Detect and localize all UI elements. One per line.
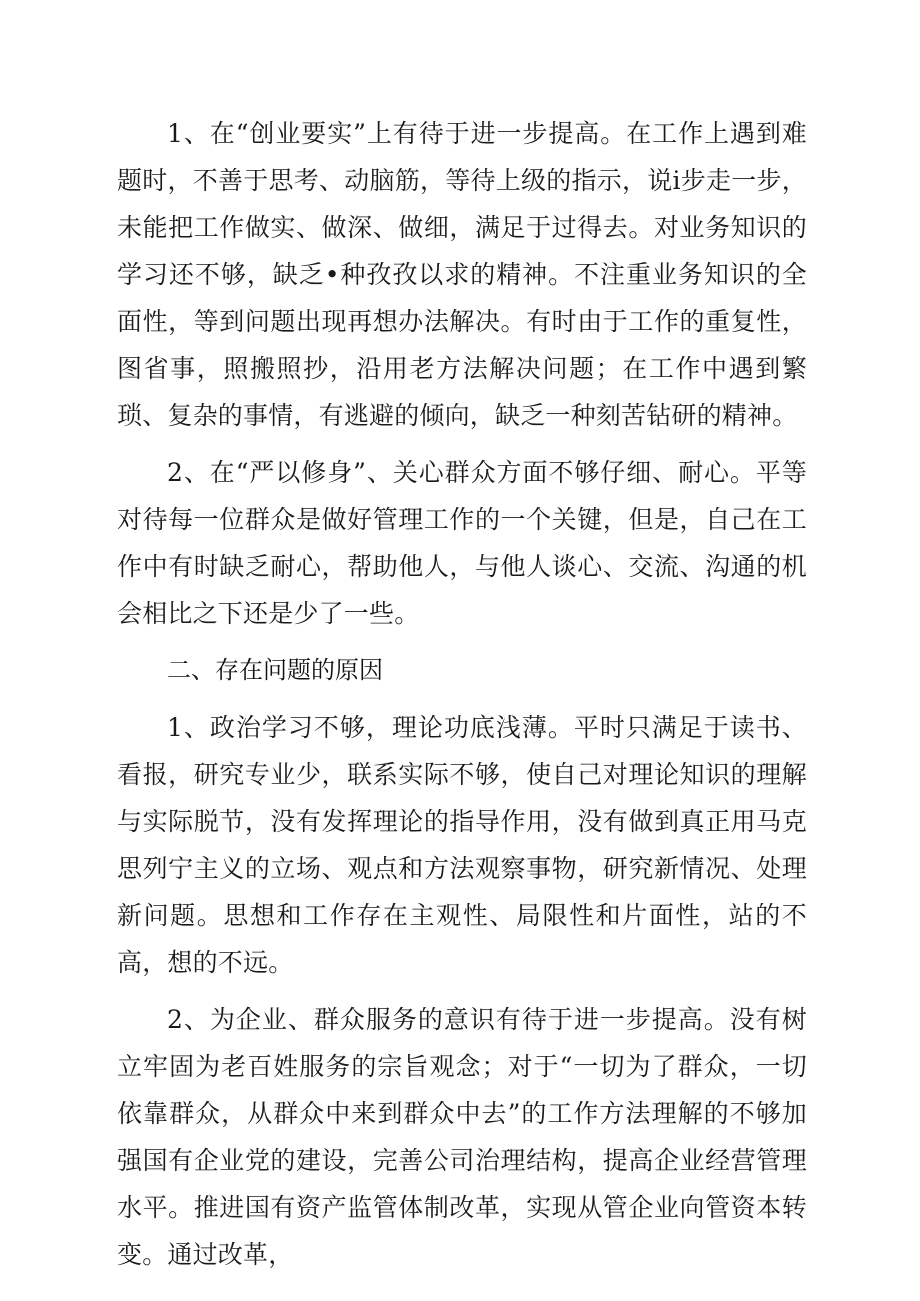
paragraph-political-study: 1、政治学习不够，理论功底浅薄。平时只满足于读书、看报，研究专业少，联系实际不够，使自己对理论知识的理解与实际脱节，没有发挥理论的指导作用，没有做到真正用马克思列宁主义的立场、观点和方法观察事物，研究新情况、处理新问题。思想和工作存在主观性、局限性和片面性，站的不高，想的不远。 bbox=[117, 713, 807, 977]
section-heading-causes: 二、存在问题的原因 bbox=[167, 656, 383, 684]
paragraph-self-cultivation: 2、在“严以修身”、关心群众方面不够仔细、耐心。平等对待每一位群众是做好管理工作的一个关键，但是，自己在工作中有时缺乏耐心，帮助他人，与他人谈心、交流、沟通的机会相比之下还是少了一些。 bbox=[117, 458, 807, 628]
paragraph-service-awareness: 2、为企业、群众服务的意识有待于进一步提高。没有树立牢固为老百姓服务的宗旨观念；对于“一切为了群众，一切依靠群众，从群众中来到群众中去”的工作方法理解的不够加强国有企业党的建设，完善公司治理结构，提高企业经营管理水平。推进国有资产监管体制改革，实现从管企业向管资本转变。通过改革， bbox=[117, 1005, 807, 1269]
document-body bbox=[117, 110, 807, 1278]
paragraph-creative-work: 1、在“创业要实”上有待于进一步提高。在工作上遇到难题时，不善于思考、动脑筋，等待上级的指示，说i步走一步，未能把工作做实、做深、做细，满足于过得去。对业务知识的学习还不够，缺乏•种孜孜以求的精神。不注重业务知识的全面性，等到问题出现再想办法解决。有时由于工作的重复性，图省事，照搬照抄，沿用老方法解决问题；在工作中遇到繁琐、复杂的事情，有逃避的倾向，缺乏一种刻苦钻研的精神。 bbox=[117, 119, 807, 430]
